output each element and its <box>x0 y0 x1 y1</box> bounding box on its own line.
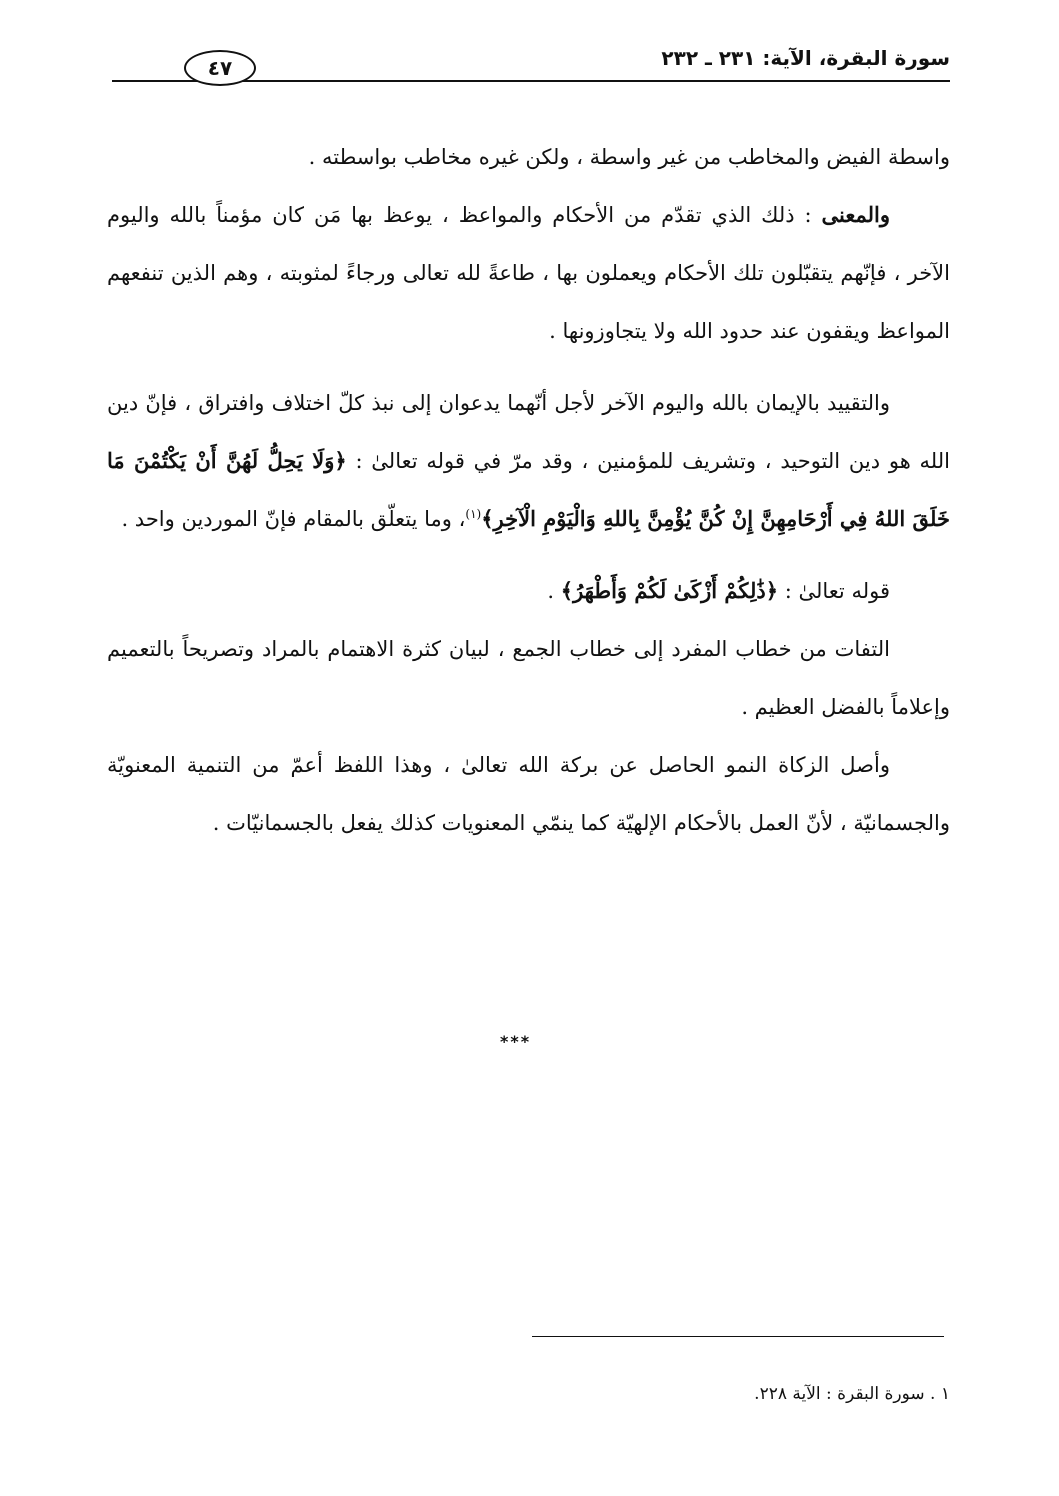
paragraph-tail: . <box>547 579 555 603</box>
running-title: سورة البقرة، الآية: ٢٣١ ـ ٢٣٢ <box>661 46 950 70</box>
paragraph-verse-heading <box>107 562 950 620</box>
footnote-ref: (١) <box>465 507 482 521</box>
paragraph-address-shift: التفات من خطاب المفرد إلى خطاب الجمع ، لبيان كثرة الاهتمام بالمراد وتصريحاً بالتعميم وإعلاماً بالفضل العظيم . <box>107 637 950 719</box>
quran-verse: ﴿ذَٰلِكُمْ أَزْكَىٰ لَكُمْ وَأَطْهَرُ﴾ <box>560 578 779 603</box>
paragraph-zakat: وأصل الزكاة النمو الحاصل عن بركة الله تعالىٰ ، وهذا اللفظ أعمّ من التنمية المعنويّة والجسمانيّة ، لأنّ العمل بالأحكام الإلهيّة كما ينمّي المعنويات كذلك يفعل بالجسمانيّات . <box>107 753 950 835</box>
footnote-rule <box>532 1336 944 1337</box>
paragraph-text: : ذلك الذي تقدّم من الأحكام والمواعظ ، يوعظ بها مَن كان مؤمناً بالله واليوم الآخر ، فإنّهم يتقبّلون تلك الأحكام ويعملون بها ، طاعةً لله تعالى ورجاءً لمثوبته ، وهم الذين تنفعهم المواعظ ويقفون عند حدود الله ولا يتجاوزونها . <box>107 203 950 343</box>
section-separator: *** <box>500 1032 532 1051</box>
page-header <box>112 40 950 82</box>
paragraph-continuation: واسطة الفيض والمخاطب من غير واسطة ، ولكن غيره مخاطب بواسطته . <box>308 145 950 169</box>
paragraph-meaning <box>107 186 950 360</box>
page-number: ٤٧ <box>184 50 256 86</box>
paragraph-restriction <box>107 374 950 548</box>
paragraph-tail: ، وما يتعلّق بالمقام فإنّ الموردين واحد . <box>121 507 466 531</box>
paragraph-text: قوله تعالىٰ : <box>784 579 890 603</box>
paragraph-text: والتقييد بالإيمان بالله واليوم الآخر لأجل أنّهما يدعوان إلى نبذ كلّ اختلاف وافتراق ، فإنّ دين الله هو دين التوحيد ، وتشريف للمؤمنين ، وقد مرّ في قوله تعالىٰ : <box>107 391 950 473</box>
lead-term: والمعنى <box>821 202 890 227</box>
footnote: ١ . سورة البقرة : الآية ٢٢٨. <box>754 1384 950 1404</box>
quran-verse: ﴿وَلَا يَحِلُّ لَهُنَّ أَنْ يَكْتُمْنَ مَا خَلَقَ اللهُ فِي أَرْحَامِهِنَّ إِنْ كُنَّ يُؤْمِنَّ بِاللهِ وَالْيَوْمِ الْآخِرِ﴾ <box>107 448 950 531</box>
body-text <box>107 128 950 852</box>
